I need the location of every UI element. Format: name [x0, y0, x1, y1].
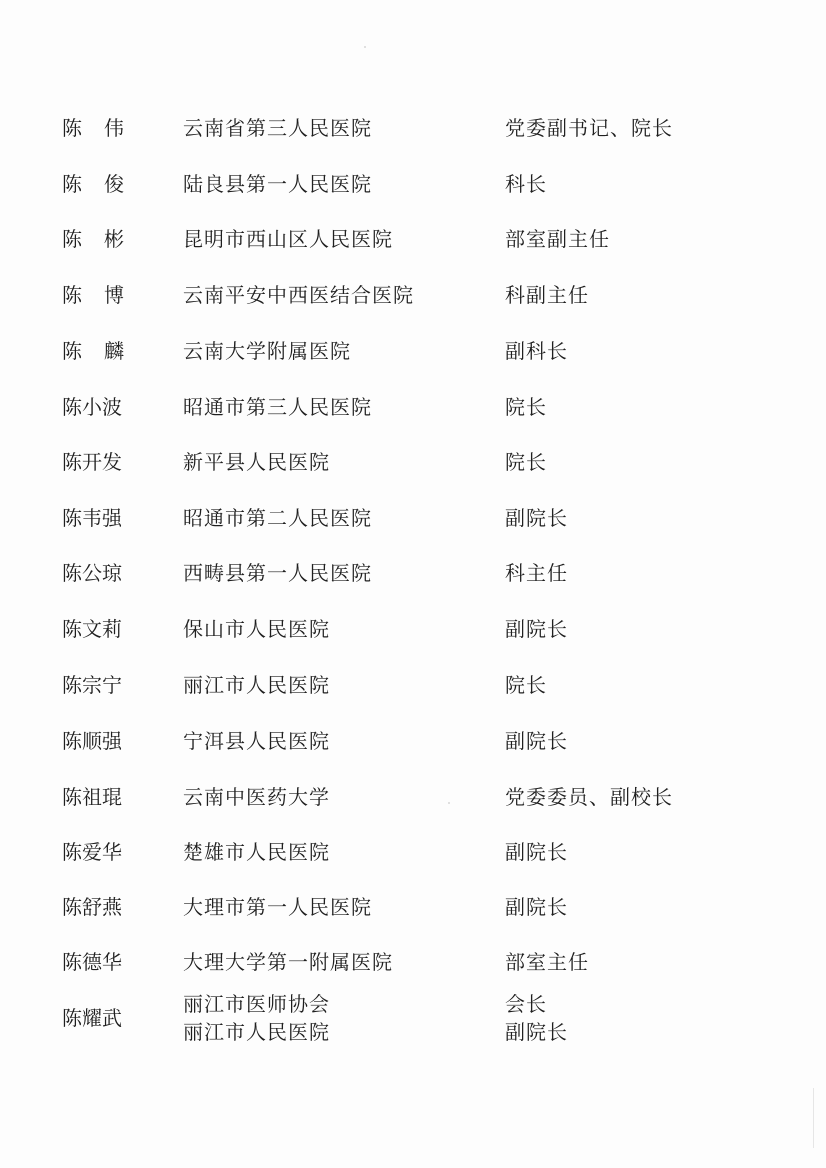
- position-title: 科副主任: [505, 283, 589, 307]
- organization: 新平县人民医院: [183, 450, 330, 474]
- organization: 大理大学第一附属医院: [183, 950, 393, 974]
- position-title: 副院长: [505, 506, 568, 530]
- person-name: 陈爱华: [62, 840, 122, 864]
- position-title: 副院长: [505, 617, 568, 641]
- scan-artifact: [813, 1088, 814, 1148]
- organization: 丽江市人民医院: [183, 1020, 330, 1044]
- position-title: 副院长: [505, 840, 568, 864]
- position-title: 院长: [505, 450, 547, 474]
- organization: 大理市第一人民医院: [183, 895, 372, 919]
- person-name: 陈祖琨: [62, 785, 122, 809]
- organization: 陆良县第一人民医院: [183, 172, 372, 196]
- organization: 宁洱县人民医院: [183, 729, 330, 753]
- position-title: 副院长: [505, 895, 568, 919]
- person-name: 陈伟: [62, 116, 146, 140]
- person-name: 陈小波: [62, 395, 122, 419]
- organization: 昆明市西山区人民医院: [183, 227, 393, 251]
- position-title: 院长: [505, 395, 547, 419]
- organization: 楚雄市人民医院: [183, 840, 330, 864]
- position-title: 党委副书记、院长: [505, 116, 673, 140]
- position-title: 会长: [505, 992, 547, 1016]
- person-name: 陈麟: [62, 339, 146, 363]
- position-title: 副院长: [505, 1020, 568, 1044]
- position-title: 科长: [505, 172, 547, 196]
- organization: 丽江市医师协会: [183, 992, 330, 1016]
- person-name: 陈耀武: [62, 1006, 122, 1030]
- position-title: 院长: [505, 673, 547, 697]
- scan-artifact: [364, 46, 366, 48]
- person-name: 陈公琼: [62, 561, 122, 585]
- position-title: 副科长: [505, 339, 568, 363]
- person-name: 陈舒燕: [62, 895, 122, 919]
- list-item: [0, 990, 826, 1052]
- organization: 云南省第三人民医院: [183, 116, 372, 140]
- organization: 西畴县第一人民医院: [183, 561, 372, 585]
- organization: 保山市人民医院: [183, 617, 330, 641]
- organization: 云南平安中西医结合医院: [183, 283, 414, 307]
- person-name: 陈德华: [62, 950, 122, 974]
- person-name: 陈博: [62, 283, 146, 307]
- person-name: 陈俊: [62, 172, 146, 196]
- organization: 昭通市第二人民医院: [183, 506, 372, 530]
- organization: 云南大学附属医院: [183, 339, 351, 363]
- person-name: 陈宗宁: [62, 673, 122, 697]
- organization-group: [183, 990, 483, 1046]
- position-title: 部室主任: [505, 950, 589, 974]
- person-name: 陈彬: [62, 227, 146, 251]
- position-title-group: [505, 990, 805, 1046]
- position-title: 部室副主任: [505, 227, 610, 251]
- organization: 昭通市第三人民医院: [183, 395, 372, 419]
- person-name: 陈顺强: [62, 729, 122, 753]
- person-name: 陈韦强: [62, 506, 122, 530]
- person-name: 陈开发: [62, 450, 122, 474]
- position-title: 科主任: [505, 561, 568, 585]
- organization: 丽江市人民医院: [183, 673, 330, 697]
- position-title: 党委委员、副校长: [505, 785, 673, 809]
- position-title: 副院长: [505, 729, 568, 753]
- organization: 云南中医药大学: [183, 785, 330, 809]
- person-name: 陈文莉: [62, 617, 122, 641]
